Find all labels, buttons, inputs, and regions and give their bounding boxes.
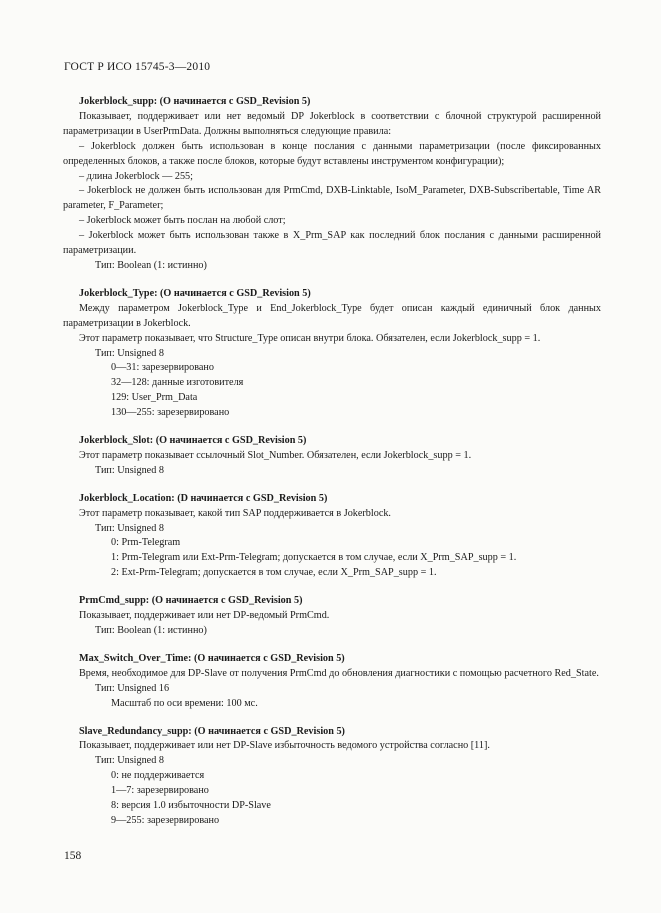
section-jokerblock-type: [63, 287, 601, 421]
value-item: 129: User_Prm_Data: [111, 392, 198, 404]
section-description-2: Этот параметр показывает, что Structure_Type описан внутри блока. Обязателен, если Jokerblock_supp = 1.: [79, 332, 541, 344]
section-description: Время, необходимое для DP-Slave от получения PrmCmd до обновления диагностики с помощью расчетного Red_State.: [79, 667, 599, 679]
value-item: 9—255: зарезервировано: [111, 814, 220, 826]
value-item: 130—255: зарезервировано: [111, 407, 230, 419]
section-description: Показывает, поддерживает или нет DP-ведомый PrmCmd.: [79, 610, 330, 622]
section-description: Этот параметр показывает ссылочный Slot_Number. Обязателен, если Jokerblock_supp = 1.: [79, 449, 472, 461]
value-item: 32—128: данные изготовителя: [111, 377, 244, 389]
value-item: 8: версия 1.0 избыточности DP-Slave: [111, 800, 271, 812]
value-item: 0: Prm-Telegram: [111, 537, 181, 549]
section-description: Показывает, поддерживает или нет DP-Slave избыточность ведомого устройства согласно [11].: [79, 740, 490, 752]
section-description: Между параметром Jokerblock_Type и End_Jokerblock_Type будет описан каждый единичный блок данных параметризации в Jokerblock.: [63, 302, 601, 329]
rule-item: – Jokerblock может быть использован также в X_Prm_SAP как последний блок послания с данными расширенной параметризации.: [63, 230, 601, 257]
value-item: 1: Prm-Telegram или Ext-Prm-Telegram; допускается в том случае, если X_Prm_SAP_supp = 1.: [111, 552, 517, 564]
section-jokerblock-location: [63, 492, 601, 581]
page-number: 158: [64, 850, 82, 862]
section-heading: Jokerblock_Type: (О начинается с GSD_Revision 5): [79, 287, 311, 299]
value-item: 1—7: зарезервировано: [111, 785, 209, 797]
standard-header: ГОСТ Р ИСО 15745-3—2010: [64, 61, 211, 73]
section-description: Этот параметр показывает, какой тип SAP поддерживается в Jokerblock.: [79, 507, 391, 519]
section-max-switch-over-time: [63, 652, 601, 712]
type-line: Тип: Boolean (1: истинно): [95, 625, 207, 636]
section-jokerblock-slot: [63, 434, 601, 479]
section-heading: Max_Switch_Over_Time: (О начинается с GSD_Revision 5): [79, 652, 345, 664]
section-heading: Jokerblock_Location: (D начинается с GSD_Revision 5): [79, 492, 328, 504]
section-heading: Slave_Redundancy_supp: (О начинается с GSD_Revision 5): [79, 725, 345, 737]
type-line: Тип: Boolean (1: истинно): [95, 259, 207, 271]
section-heading: PrmCmd_supp: (О начинается с GSD_Revision 5): [79, 595, 303, 607]
type-line: Тип: Unsigned 8: [95, 755, 164, 767]
type-line: Тип: Unsigned 8: [95, 464, 164, 476]
type-line: Тип: Unsigned 8: [95, 522, 164, 534]
value-item: 2: Ext-Prm-Telegram; допускается в том случае, если X_Prm_SAP_supp = 1.: [111, 567, 437, 579]
scale-line: Масштаб по оси времени: 100 мс.: [111, 697, 258, 709]
type-line: Тип: Unsigned 16: [95, 682, 170, 694]
document-body: [63, 95, 601, 842]
section-description: Показывает, поддерживает или нет ведомый DP Jokerblock в соответствии с блочной структурой расширенной параметризации в UserPrmData. Должны выполняться следующие правила:: [63, 110, 601, 137]
section-heading: Jokerblock_Slot: (О начинается с GSD_Revision 5): [79, 435, 307, 447]
value-item: 0: не поддерживается: [111, 770, 205, 782]
rule-item: – длина Jokerblock — 255;: [79, 170, 193, 182]
type-line: Тип: Unsigned 8: [95, 347, 164, 359]
value-item: 0—31: зарезервировано: [111, 362, 214, 374]
section-prmcmd-supp: [63, 594, 601, 639]
rule-item: – Jokerblock должен быть использован в конце послания с данными параметризации (после фиксированных определенных блоков, а также после блоков, которые будут вставлены инструментом конфигурации);: [63, 140, 601, 167]
rule-item: – Jokerblock может быть послан на любой слот;: [79, 215, 286, 227]
section-slave-redundancy-supp: [63, 725, 601, 829]
section-jokerblock-supp: [63, 95, 601, 274]
rule-item: – Jokerblock не должен быть использован для PrmCmd, DXB-Linktable, IsoM_Parameter, DXB-Subscribertable, Time AR parameter, F_Parameter;: [63, 185, 601, 212]
section-heading: Jokerblock_supp: (О начинается с GSD_Revision 5): [79, 96, 311, 107]
